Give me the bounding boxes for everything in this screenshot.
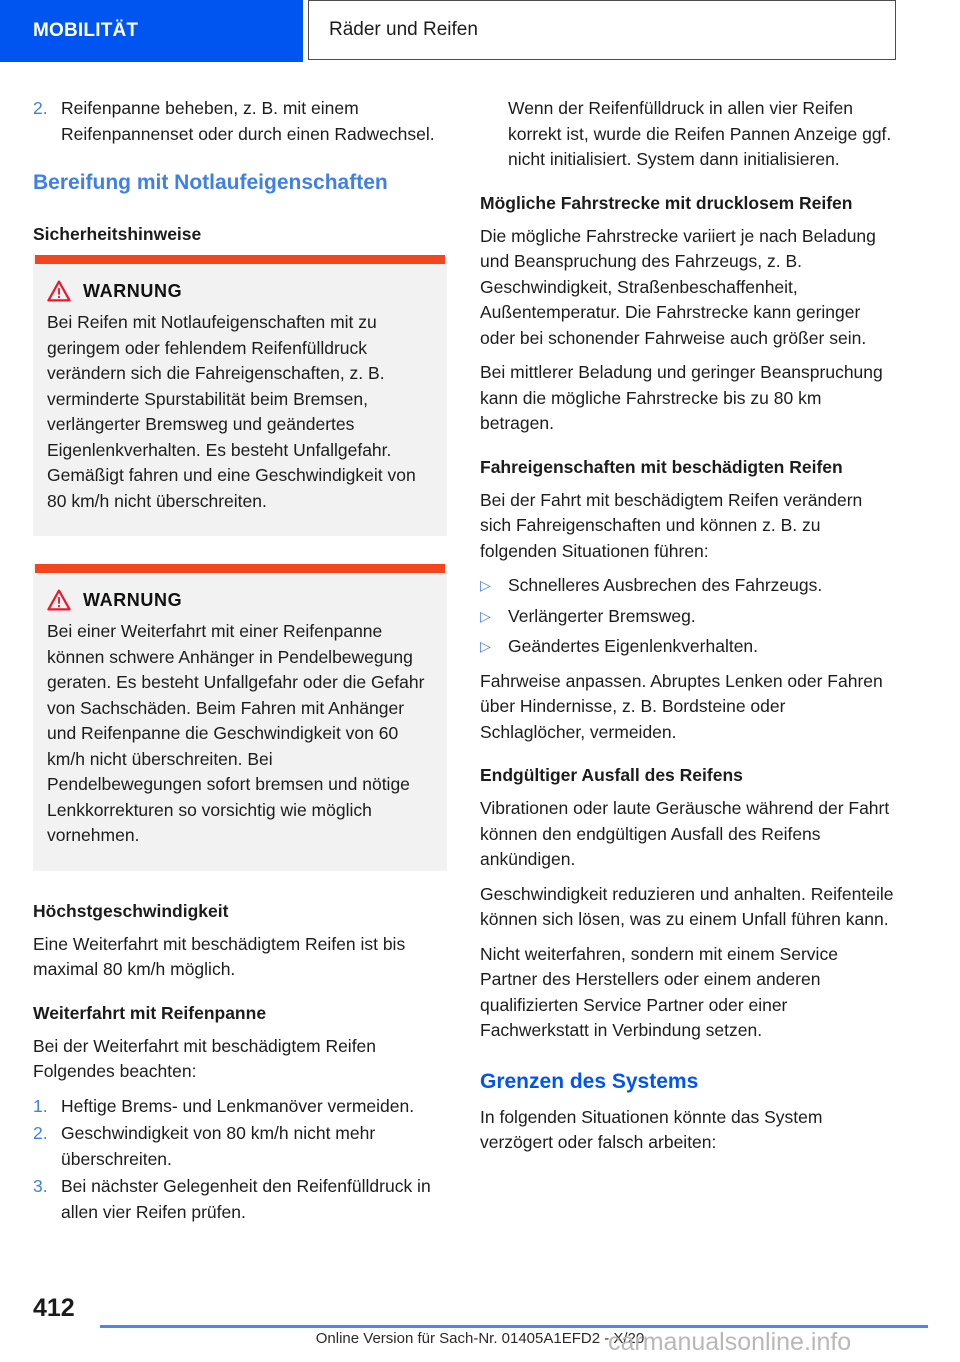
fahreigenschaften-bullet-list: [480, 573, 894, 660]
paragraph-ausfall-1: Vibrationen oder laute Geräusche während der Fahrt können den endgültigen Ausfall des Reifens ankündigen.: [480, 798, 890, 869]
page-number: 412: [33, 1294, 75, 1322]
list-item-number: 2.: [33, 98, 48, 118]
continued-paragraph: Wenn der Reifenfülldruck in allen vier Reifen korrekt ist, wurde die Reifen Pannen Anzeige ggf. nicht initialisiert. System dann initialisieren.: [508, 98, 892, 169]
paragraph-fahrstrecke-1: Die mögliche Fahrstrecke variiert je nach Beladung und Beanspruchung des Fahrzeugs, z. B. Geschwindigkeit, Straßenbeschaffenheit, Außentemperatur. Die Fahrstrecke kann geringer oder bei schonender Fahrweise auch größer sein.: [480, 225, 876, 348]
warning-body: Bei Reifen mit Notlaufeigenschaften mit zu geringem oder fehlendem Reifenfülldruck verändern sich die Fahreigenschaften, z. B. verminderte Spurstabilität beim Bremsen, verlängerter Bremsweg und geändertes Eigenlenkverhalten. Es besteht Unfallgefahr. Gemäßigt fahren und eine Geschwindigkeit von 80 km/h nicht überschreiten.: [47, 312, 416, 511]
paragraph-ausfall-3: Nicht weiterfahren, sondern mit einem Service Partner des Herstellers oder einem anderen qualifizierten Service Partner oder einer Fachwerkstatt in Verbindung setzen.: [480, 943, 838, 1040]
warning-title: WARNUNG: [83, 280, 183, 301]
subheading-weiterfahrt: Weiterfahrt mit Reifenpanne: [33, 1002, 267, 1023]
warning-triangle-icon: [47, 280, 71, 302]
page-footer: [0, 1290, 960, 1362]
subheading-sicherheitshinweise: Sicherheitshinweise: [33, 224, 202, 244]
list-item-number: 1.: [33, 1095, 48, 1116]
triangle-bullet-icon: ▷: [480, 607, 491, 624]
triangle-bullet-icon: ▷: [480, 638, 491, 654]
warning-box: [33, 564, 447, 871]
list-item-number: 2.: [33, 1123, 48, 1143]
warning-body: Bei einer Weiterfahrt mit einer Reifenpanne können schwere Anhänger in Pendelbewegung geraten. Es besteht Unfallgefahr oder die Gefahr von Sachschäden. Beim Fahren mit Anhänger und Reifenpanne die Geschwindigkeit von 60 km/h nicht überschreiten. Bei Pendelbewegungen sofort bremsen und nötige Lenkkorrekturen so vorsichtig wie möglich vornehmen.: [47, 621, 425, 845]
header-chapter-block: [0, 0, 303, 62]
list-item: [33, 1094, 447, 1120]
site-watermark: carmanualsonline.info: [608, 1328, 852, 1356]
warning-header: [33, 264, 447, 310]
list-item: [33, 1121, 447, 1172]
list-item: [480, 634, 894, 660]
left-column: [33, 96, 447, 1235]
paragraph-ausfall-2: Geschwindigkeit reduzieren und anhalten. Reifenteile können sich lösen, was zu einem Unfall führen kann.: [480, 883, 894, 929]
subheading-moegliche-fahrstrecke: Mögliche Fahrstrecke mit drucklosem Reifen: [480, 192, 853, 213]
section-heading-grenzen: Grenzen des Systems: [480, 1069, 699, 1093]
header-chapter-label: MOBILITÄT: [33, 20, 139, 41]
list-item-text: Geändertes Eigenlenkverhalten.: [508, 636, 759, 656]
paragraph-weiterfahrt: Bei der Weiterfahrt mit beschädigtem Reifen Folgendes beachten:: [33, 1035, 377, 1081]
list-item: [33, 96, 447, 147]
list-item-text: Schnelleres Ausbrechen des Fahrzeugs.: [508, 575, 823, 595]
footer-note: Online Version für Sach-Nr. 01405A1EFD2 - X/20: [315, 1330, 645, 1347]
warning-box: [33, 255, 447, 536]
subheading-hoechstgeschwindigkeit: Höchstgeschwindigkeit: [33, 900, 229, 921]
section-heading-bereifung: Bereifung mit Notlaufeigenschaften: [33, 171, 388, 194]
list-item-text: Verlängerter Bremsweg.: [508, 605, 696, 626]
warning-triangle-icon: [47, 589, 71, 611]
subheading-endgueltiger-ausfall: Endgültiger Ausfall des Reifens: [480, 765, 743, 785]
paragraph-fahreigenschaften: Bei der Fahrt mit beschädigtem Reifen verändern sich Fahreigenschaften und können z. B. zu folgenden Situationen führen:: [480, 489, 863, 561]
list-item-text: Bei nächster Gelegenheit den Reifenfülldruck in allen vier Reifen prüfen.: [61, 1176, 431, 1222]
warning-header: [33, 573, 447, 619]
subheading-fahreigenschaften: Fahreigenschaften mit beschädigten Reifen: [480, 456, 843, 477]
warning-accent-bar: [35, 564, 445, 573]
paragraph-hoechstgeschwindigkeit: Eine Weiterfahrt mit beschädigtem Reifen ist bis maximal 80 km/h möglich.: [33, 933, 406, 979]
weiterfahrt-ordered-list: [33, 1094, 447, 1226]
continued-ordered-list: [33, 96, 447, 147]
list-item-number: 3.: [33, 1176, 48, 1196]
right-column: [480, 96, 894, 1156]
warning-title: WARNUNG: [83, 589, 183, 610]
header-section-block: [308, 0, 896, 60]
list-item: [33, 1174, 447, 1225]
list-item: [480, 573, 894, 599]
header-section-label: Räder und Reifen: [329, 19, 478, 40]
list-item-text: Reifenpanne beheben, z. B. mit einem Reifenpannenset oder durch einen Radwechsel.: [61, 98, 435, 144]
list-item-text: Geschwindigkeit von 80 km/h nicht mehr überschreiten.: [61, 1123, 376, 1169]
triangle-bullet-icon: ▷: [480, 577, 491, 593]
paragraph-fahrstrecke-2: Bei mittlerer Beladung und geringer Beanspruchung kann die mögliche Fahrstrecke bis zu 80 km betragen.: [480, 362, 883, 433]
paragraph-fahrweise-anpassen: Fahrweise anpassen. Abruptes Lenken oder Fahren über Hindernisse, z. B. Bordsteine oder Schlaglöcher, vermeiden.: [480, 670, 883, 742]
paragraph-grenzen: In folgenden Situationen könnte das System verzögert oder falsch arbeiten:: [480, 1106, 823, 1152]
warning-accent-bar: [35, 255, 445, 264]
page-header: [0, 0, 960, 62]
list-item-text: Heftige Brems- und Lenkmanöver vermeiden.: [61, 1095, 415, 1116]
list-item: [480, 604, 894, 630]
